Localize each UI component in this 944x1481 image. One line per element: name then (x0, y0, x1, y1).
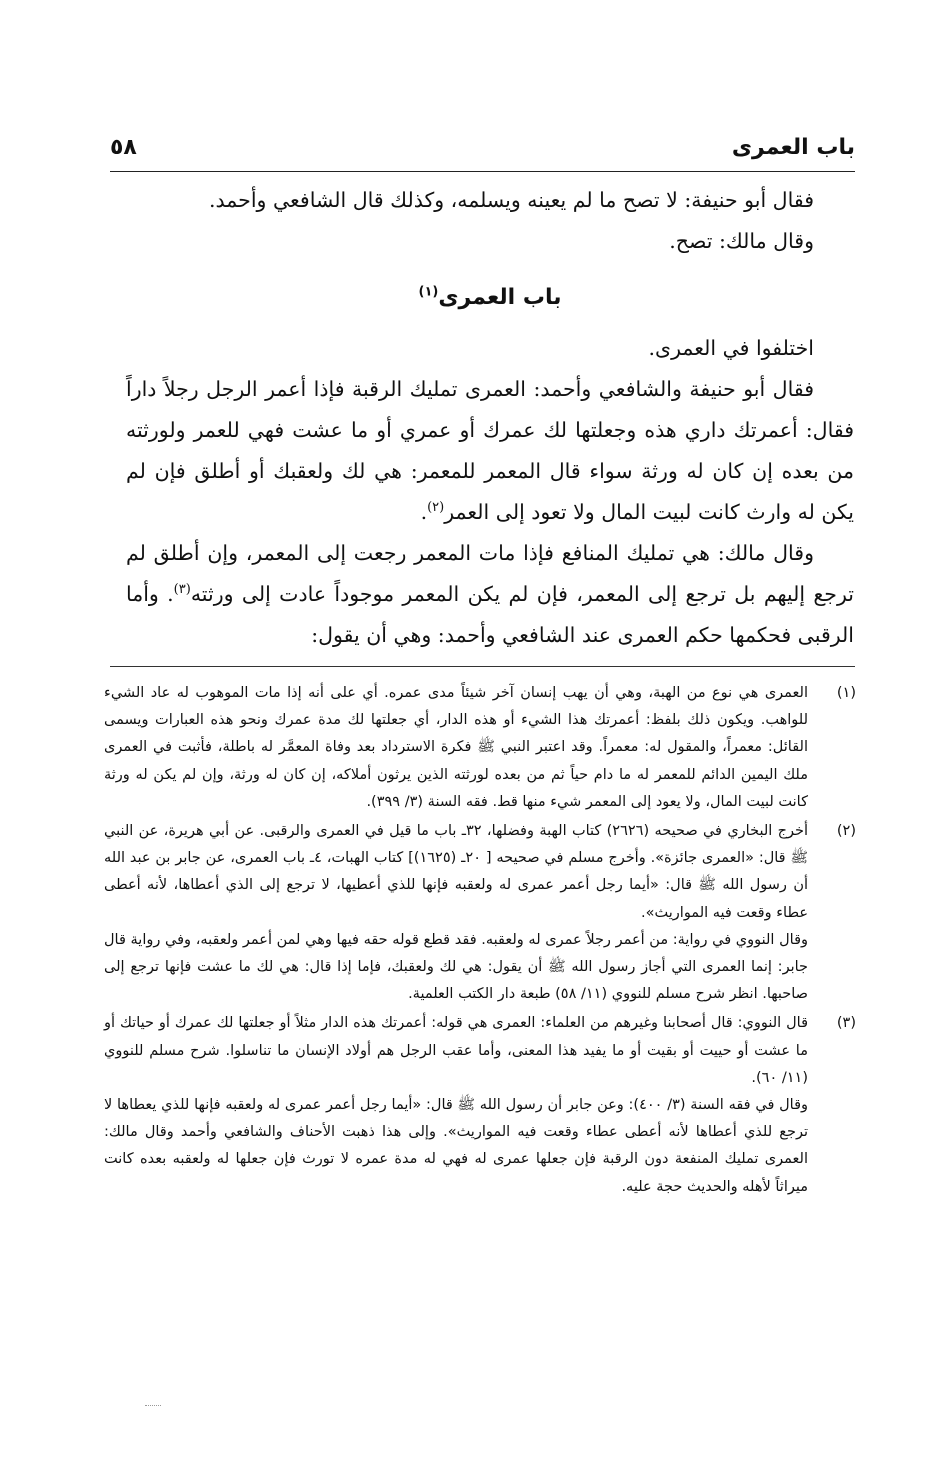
paragraph (126, 369, 854, 533)
page-number: ٥٨ (110, 135, 137, 160)
scan-mark (145, 1405, 161, 1406)
paragraph: فقال أبو حنيفة: لا تصح ما لم يعينه ويسلمه، وكذلك قال الشافعي وأحمد. (209, 188, 814, 212)
footnote-reference[interactable]: (٢) (427, 500, 445, 516)
footnote-number: (١) (836, 685, 856, 701)
main-text (126, 180, 854, 656)
section-heading (126, 276, 854, 320)
section-heading-text: باب العمرى (438, 285, 562, 310)
footnote-text: أخرج البخاري في صحيحه (٢٦٢٦) كتاب الهبة وفضلها، ٣٢ـ باب ما قيل في العمرى والرقبى. عن أبي هريرة، عن النبي ﷺ قال: «العمرى جائزة». وأخرج مسلم في صحيحه [ ٢٠ـ (١٦٢٥)] كتاب الهبات، ٤ـ باب العمرى، عن جابر بن عبد الله أن رسول الله ﷺ قال: «أيما رجل أعمر عمرى له ولعقبه فإنها للذي أعطيها، لا ترجع إلى الذي أعطاها، لأنه أعطى عطاء وقعت فيه المواريث». (104, 823, 809, 921)
header-rule (110, 171, 855, 172)
footnote-text: وقال في فقه السنة (٣/ ٤٠٠): وعن جابر أن رسول الله ﷺ قال: «أيما رجل أعمر عمرى له ولعقبه فإنها للذي يعطاها لا ترجع للذي أعطاها لأنه أعطى عطاء وقعت فيه المواريث». وإلى هذا ذهبت الأحناف والشافعي وأحمد وقال مالك: العمرى تمليك المنفعة دون الرقبة فإن جعلها عمرى له فهي له مدة عمره لا تورث فإن جعلها له ولعقبه بعده كانت ميراثاً لأهله والحديث حجة عليه. (104, 1097, 809, 1195)
footnote-reference[interactable]: (٣) (173, 582, 191, 598)
footnote-reference[interactable]: (١) (418, 284, 439, 300)
footnote-text: قال النووي: قال أصحابنا وغيرهم من العلماء: العمرى هي قوله: أعمرتك هذه الدار مثلاً أو جعلتها لك عمرك أو حياتك أو ما عشت أو حييت أو بقيت أو ما يفيد هذا المعنى، وأما عقب الرجل هم أولاد الإنسان ما تناسلوا. شرح مسلم للنووي (١١/ ٦٠). (104, 1015, 808, 1086)
footnote-number: (٢) (836, 823, 856, 840)
running-title: باب العمرى (731, 135, 855, 160)
footnote-text: العمرى هي نوع من الهبة، وهي أن يهب إنسان آخر شيئاً مدى عمره. أي على أنه إذا مات الموهوب له عاد الشيء للواهب. ويكون ذلك بلفظ: أعمرتك هذا الشيء أو هذه الدار، أي جعلتها لك مدة عمرك ونحو هذه العبارات ويسمى القائل: معمراً، والمقول له: معمراً. وقد اعتبر النبي ﷺ فكرة الاسترداد بعد وفاة المعمَّر له باطلة، فأثبت في العمرى ملك اليمين الدائم للمعمر له ما دام حياً ثم من بعده لورثته الذين يرثون أملاكه، إن كان له ورثة، وإن لم يكن له ورثة كانت لبيت المال، ولا يعود إلى المعمر شيء منها قط. فقه السنة (٣/ ٣٩٩). (104, 685, 808, 810)
footnote-number: (٣) (836, 1015, 856, 1032)
paragraph-text: فقال أبو حنيفة والشافعي وأحمد: العمرى تمليك الرقبة فإذا أعمر الرجل رجلاً داراً فقال: أعمرتك داري هذه وجعلتها لك عمرك أو عمري أو ما عشت فهي للعمر ولورثته من بعده إن كان له ورثة سواء قال المعمر للمعمر: هي لك ولعقبك أو أطلق فإن لم يكن له وارث كانت لبيت المال ولا تعود إلى العمر (126, 377, 854, 524)
footnote (104, 680, 856, 816)
footnote-text: وقال النووي في رواية: من أعمر رجلاً عمرى له ولعقبه. فقد قطع قوله حقه فيها وهي لمن أعمر ولعقبه، وفي رواية قال جابر: إنما العمرى التي أجاز رسول الله ﷺ أن يقول: هي لك ولعقبك، فإما إذا قال: هي لك ما عشت فإنها ترجع إلى صاحبها. انظر شرح مسلم للنووي (١١/ ٥٨) طبعة دار الكتب العلمية. (104, 931, 808, 1003)
footnote (104, 818, 856, 1008)
paragraph-text: وقال مالك: هي تمليك المنافع فإذا مات المعمر رجعت إلى المعمر، وإن أطلق لم ترجع إليهم بل ترجع إلى المعمر، فإن لم يكن المعمر موجوداً عادت إلى ورثته (126, 541, 854, 606)
footnote (104, 1010, 856, 1200)
paragraph: وقال مالك: تصح. (669, 229, 814, 253)
running-head (110, 132, 855, 172)
footnote-rule (110, 666, 855, 667)
paragraph-text: . وأما الرقبى فحكمها حكم العمرى عند الشافعي وأحمد: وهي أن يقول: (126, 582, 854, 647)
paragraph (126, 533, 854, 656)
footnotes (104, 680, 856, 1203)
paragraph-text: . (420, 500, 428, 524)
paragraph: اختلفوا في العمرى. (648, 336, 814, 360)
